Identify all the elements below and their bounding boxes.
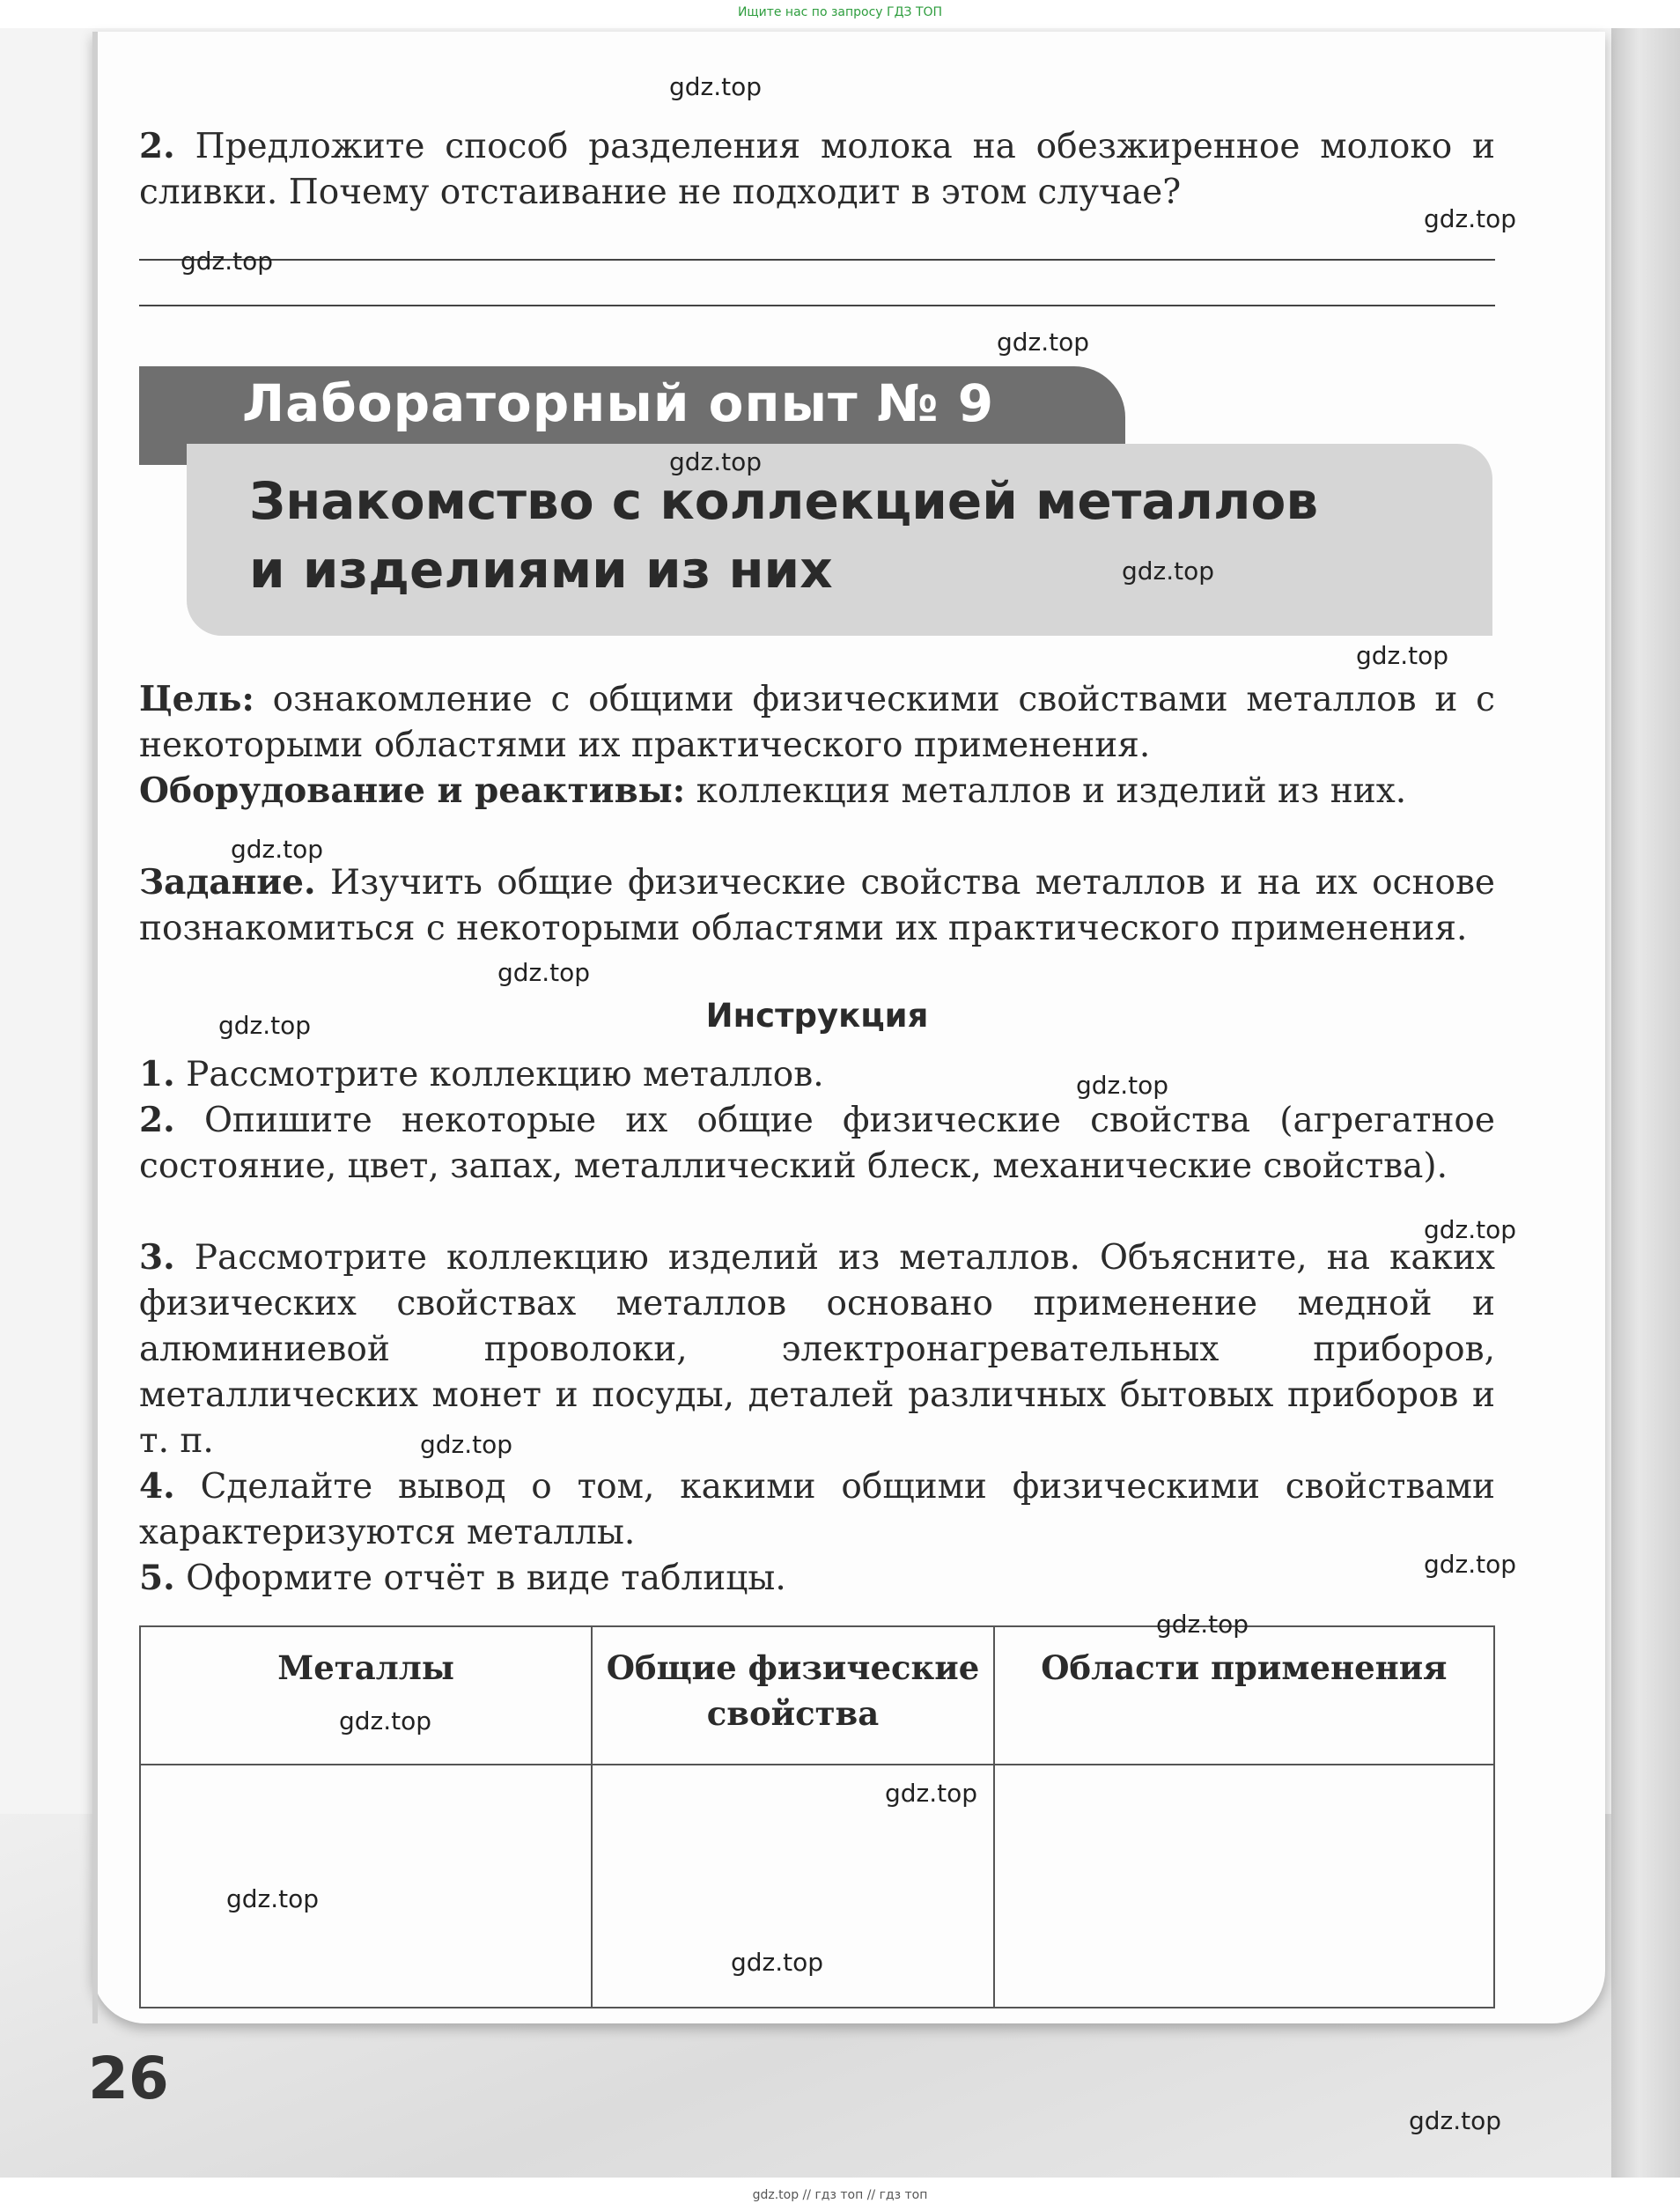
watermark[interactable]: gdz.top (339, 1706, 432, 1736)
step-2-text: Опишите некоторые их общие физические свойства (агрегатное состояние, цвет, запах, металлический блеск, механические свойства). (139, 1101, 1495, 1186)
book-spine-edge (1611, 28, 1680, 2178)
watermark[interactable]: gdz.top (1356, 641, 1449, 670)
watermark[interactable]: gdz.top (1409, 2106, 1502, 2135)
step-2-number: 2. (139, 1100, 175, 1140)
question-2-text: Предложите способ разделения молока на обезжиренное молоко и сливки. Почему отстаивание не подходит в этом случае? (139, 127, 1495, 212)
step-4-text: Сделайте вывод о том, какими общими физическими свойствами характеризуются металлы. (139, 1467, 1495, 1552)
step-3-number: 3. (139, 1237, 175, 1278)
cell-metals[interactable] (140, 1765, 592, 2008)
step-3-text: Рассмотрите коллекцию изделий из металлов. Объясните, на каких физических свойствах металлов основано применение медной и алюминиевой проволоки, электронагревательных приборов, металлических монет и посуды, деталей различных бытовых приборов и т. п. (139, 1238, 1495, 1461)
lab-topic-line-2: и изделиями из них (249, 540, 833, 600)
site-hint-top[interactable]: Ищите нас по запросу ГДЗ ТОП (737, 5, 943, 19)
watermark[interactable]: gdz.top (1424, 1550, 1517, 1579)
site-hint-bottom[interactable]: gdz.top // гдз топ // гдз топ (752, 2188, 928, 2202)
goal-paragraph (139, 676, 1495, 769)
answer-line-1[interactable] (139, 259, 1495, 261)
header-properties: Общие физические свойства (592, 1626, 994, 1765)
step-5-number: 5. (139, 1558, 175, 1598)
header-applications: Области применения (994, 1626, 1494, 1765)
task-text: Изучить общие физические свойства металлов и на их основе познакомиться с некоторыми областями их практического применения. (139, 863, 1495, 948)
top-banner (0, 0, 1680, 28)
lab-topic-line-1: Знакомство с коллекцией металлов (249, 471, 1319, 531)
watermark[interactable]: gdz.top (1076, 1071, 1169, 1100)
step-1-number: 1. (139, 1054, 175, 1094)
equipment-label: Оборудование и реактивы: (139, 770, 686, 811)
instruction-heading: Инструкция (705, 997, 929, 1035)
lab-topic-title (249, 467, 1482, 604)
step-3 (139, 1234, 1495, 1464)
header-metals: Металлы (140, 1626, 592, 1765)
table-header-row (140, 1626, 1494, 1765)
watermark[interactable]: gdz.top (181, 247, 274, 276)
equipment-text: коллекция металлов и изделий из них. (696, 771, 1407, 811)
step-5-text: Оформите отчёт в виде таблицы. (186, 1559, 786, 1598)
watermark[interactable]: gdz.top (497, 958, 591, 987)
equipment-paragraph (139, 768, 1495, 814)
watermark[interactable]: gdz.top (1122, 556, 1215, 586)
step-4-number: 4. (139, 1466, 175, 1507)
bottom-banner (0, 2178, 1680, 2211)
watermark[interactable]: gdz.top (1424, 204, 1517, 233)
watermark[interactable]: gdz.top (1424, 1215, 1517, 1244)
step-2 (139, 1097, 1495, 1190)
cell-applications[interactable] (994, 1765, 1494, 2008)
question-2-number: 2. (139, 126, 175, 166)
watermark[interactable]: gdz.top (669, 447, 763, 476)
goal-label: Цель: (139, 679, 254, 719)
watermark[interactable]: gdz.top (226, 1884, 320, 1913)
task-paragraph (139, 859, 1495, 952)
lab-banner-title: Лабораторный опыт № 9 (242, 373, 995, 433)
page-binding-line (92, 32, 98, 2023)
step-4 (139, 1463, 1495, 1556)
watermark[interactable]: gdz.top (731, 1948, 824, 1977)
answer-line-2[interactable] (139, 305, 1495, 306)
step-1-text: Рассмотрите коллекцию металлов. (186, 1055, 824, 1094)
watermark[interactable]: gdz.top (997, 328, 1090, 357)
watermark[interactable]: gdz.top (420, 1430, 513, 1459)
task-label: Задание. (139, 862, 316, 903)
step-1 (139, 1051, 1495, 1098)
question-2 (139, 123, 1495, 216)
watermark[interactable]: gdz.top (1156, 1610, 1249, 1639)
page-number: 26 (88, 2045, 169, 2112)
watermark[interactable]: gdz.top (218, 1011, 312, 1040)
step-5 (139, 1555, 1495, 1602)
watermark[interactable]: gdz.top (669, 72, 763, 101)
goal-text: ознакомление с общими физическими свойствами металлов и с некоторыми областями их практического применения. (139, 680, 1495, 765)
watermark[interactable]: gdz.top (231, 835, 324, 864)
watermark[interactable]: gdz.top (885, 1779, 978, 1808)
